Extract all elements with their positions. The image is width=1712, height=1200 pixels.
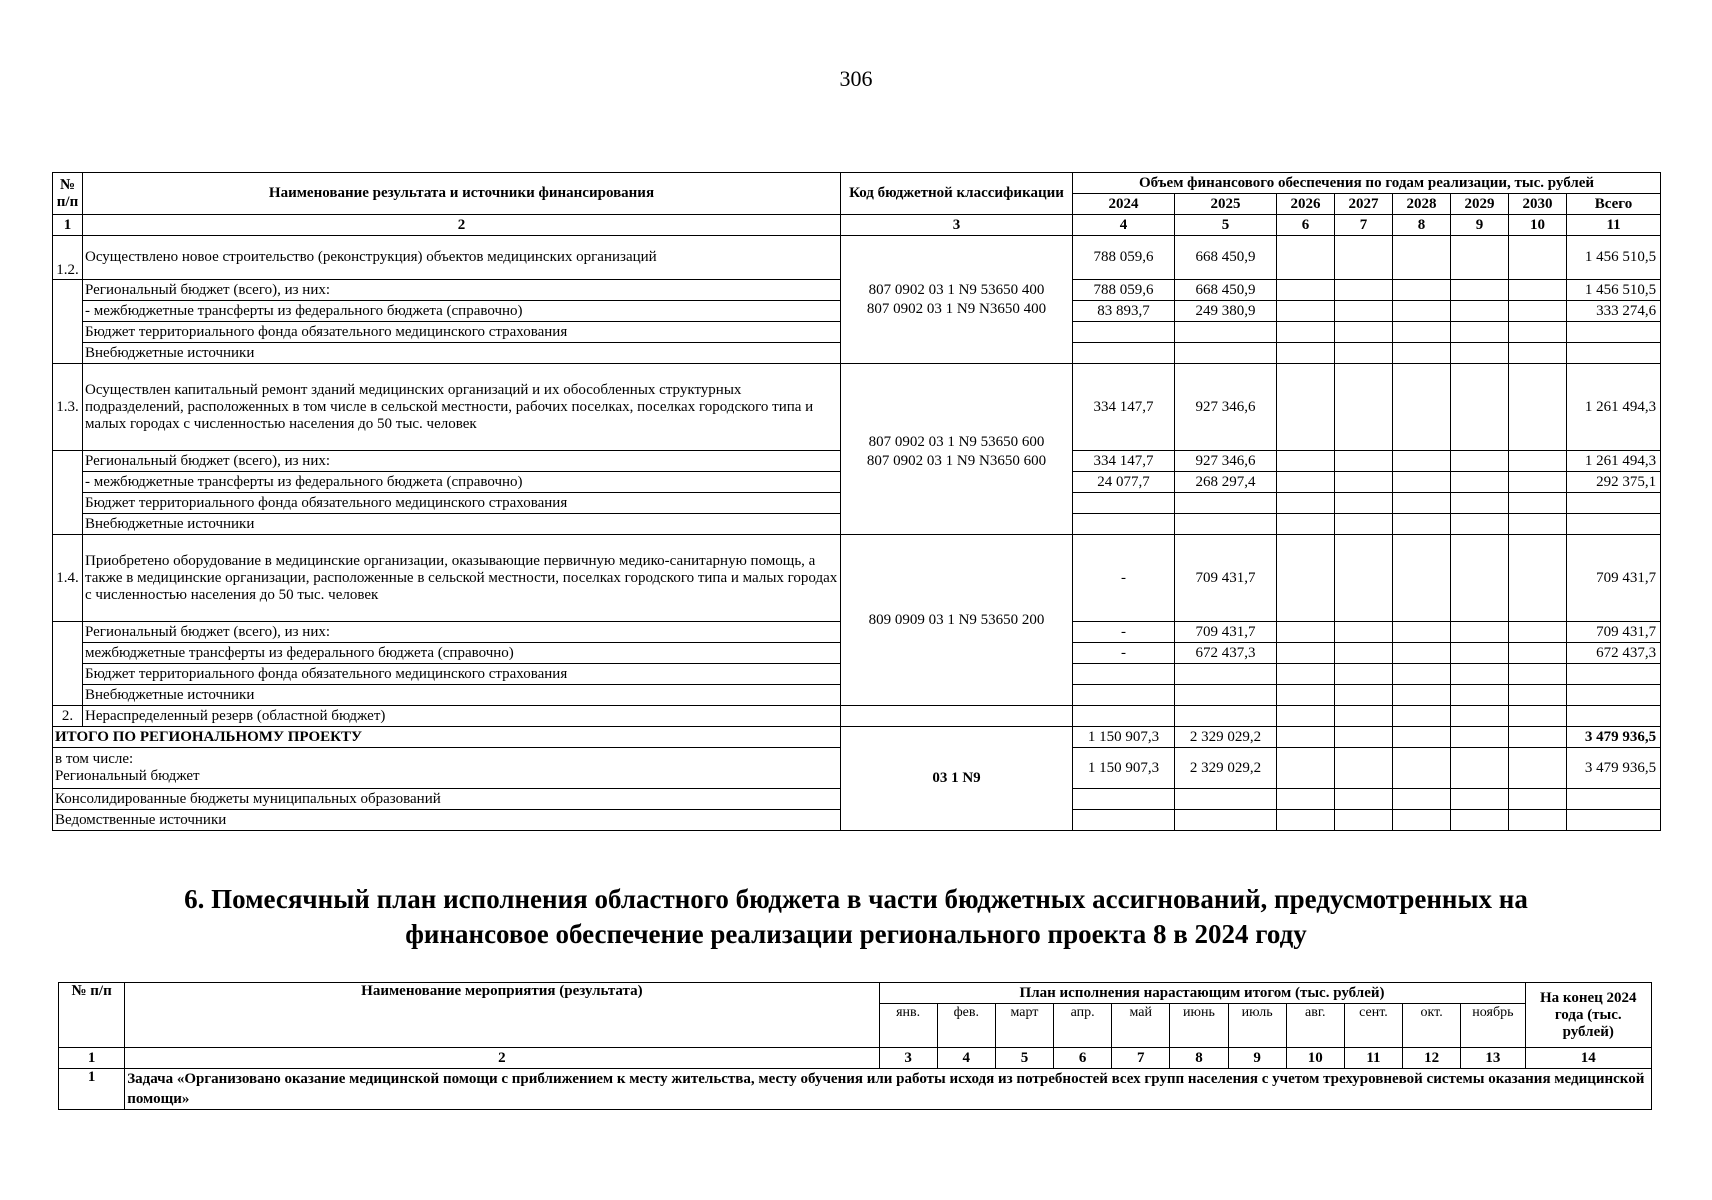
table-row	[53, 322, 1661, 343]
value-2025	[1175, 664, 1277, 685]
value-2027	[1335, 301, 1393, 322]
budget-code: 809 0909 03 1 N9 53650 200	[841, 535, 1073, 706]
value-2027	[1335, 810, 1393, 831]
month-header: ноябрь	[1461, 1004, 1525, 1048]
value-2024	[1073, 343, 1175, 364]
row-number: 1.2.	[53, 236, 83, 280]
month-header: июль	[1228, 1004, 1286, 1048]
value-2025	[1175, 789, 1277, 810]
header-name: Наименование результата и источники финансирования	[83, 173, 841, 215]
value-total: 3 479 936,5	[1567, 727, 1661, 748]
value-2026	[1277, 727, 1335, 748]
value-2026	[1277, 280, 1335, 301]
value-2029	[1451, 748, 1509, 789]
value-2025	[1175, 493, 1277, 514]
value-2030	[1509, 472, 1567, 493]
value-2027	[1335, 472, 1393, 493]
column-number: 12	[1403, 1048, 1461, 1069]
value-2024: 83 893,7	[1073, 301, 1175, 322]
value-2025: 268 297,4	[1175, 472, 1277, 493]
value-total: 292 375,1	[1567, 472, 1661, 493]
value-2028	[1393, 451, 1451, 472]
column-number: 1	[59, 1048, 125, 1069]
value-2024: 788 059,6	[1073, 280, 1175, 301]
month-header: авг.	[1286, 1004, 1344, 1048]
value-2027	[1335, 664, 1393, 685]
month-header: фев.	[937, 1004, 995, 1048]
value-2026	[1277, 535, 1335, 622]
column-number: 2	[125, 1048, 879, 1069]
value-2030	[1509, 301, 1567, 322]
source-name: Внебюджетные источники	[83, 343, 841, 364]
totals-row	[53, 727, 1661, 748]
value-2024	[1073, 514, 1175, 535]
column-number: 13	[1461, 1048, 1525, 1069]
code-cell	[841, 236, 1073, 280]
value-2026	[1277, 514, 1335, 535]
value-total: 709 431,7	[1567, 535, 1661, 622]
value-2024	[1073, 706, 1175, 727]
source-name: - межбюджетные трансферты из федерального бюджета (справочно)	[83, 301, 841, 322]
value-2024: -	[1073, 643, 1175, 664]
value-2027	[1335, 280, 1393, 301]
month-header: май	[1112, 1004, 1170, 1048]
value-2026	[1277, 789, 1335, 810]
value-2028	[1393, 748, 1451, 789]
value-2027	[1335, 748, 1393, 789]
code-cell	[841, 343, 1073, 364]
value-2029	[1451, 451, 1509, 472]
value-2028	[1393, 727, 1451, 748]
column-number: 7	[1112, 1048, 1170, 1069]
source-name: Региональный бюджет (всего), из них:	[83, 622, 841, 643]
column-number: 10	[1286, 1048, 1344, 1069]
value-2028	[1393, 685, 1451, 706]
header-year: 2024	[1073, 194, 1175, 215]
value-2029	[1451, 364, 1509, 451]
header-plan: План исполнения нарастающим итогом (тыс. рублей)	[879, 983, 1525, 1004]
value-2027	[1335, 622, 1393, 643]
code-cell	[841, 706, 1073, 727]
value-2028	[1393, 280, 1451, 301]
value-2026	[1277, 706, 1335, 727]
value-2024: 1 150 907,3	[1073, 727, 1175, 748]
column-number: 5	[1175, 215, 1277, 236]
value-2029	[1451, 664, 1509, 685]
row-number: 1.3.	[53, 364, 83, 451]
regional-budget-label	[53, 748, 841, 789]
section-heading	[0, 882, 1712, 952]
code-cell	[841, 322, 1073, 343]
value-2029	[1451, 280, 1509, 301]
value-2029	[1451, 535, 1509, 622]
value-2025: 709 431,7	[1175, 622, 1277, 643]
header-year: 2030	[1509, 194, 1567, 215]
totals-title: ИТОГО ПО РЕГИОНАЛЬНОМУ ПРОЕКТУ	[53, 727, 841, 748]
table-row	[53, 236, 1661, 280]
header-volume: Объем финансового обеспечения по годам реализации, тыс. рублей	[1073, 173, 1661, 194]
column-number: 4	[1073, 215, 1175, 236]
budget-code: 807 0902 03 1 N9 N3650 400	[841, 301, 1073, 322]
value-2028	[1393, 643, 1451, 664]
value-2026	[1277, 493, 1335, 514]
table-row	[53, 451, 1661, 472]
table-row	[53, 343, 1661, 364]
value-2025: 927 346,6	[1175, 364, 1277, 451]
value-2025	[1175, 343, 1277, 364]
value-2030	[1509, 706, 1567, 727]
code-cell	[841, 514, 1073, 535]
header-year-end: На конец 2024 года (тыс. рублей)	[1525, 983, 1651, 1048]
column-number: 1	[53, 215, 83, 236]
row-number: 2.	[53, 706, 83, 727]
value-2024: 334 147,7	[1073, 451, 1175, 472]
value-total	[1567, 493, 1661, 514]
table-row	[53, 706, 1661, 727]
regional-label: Региональный бюджет	[55, 768, 200, 784]
value-2029	[1451, 727, 1509, 748]
value-2030	[1509, 535, 1567, 622]
value-2025: 668 450,9	[1175, 236, 1277, 280]
source-name: Региональный бюджет (всего), из них:	[83, 451, 841, 472]
value-2028	[1393, 810, 1451, 831]
value-2027	[1335, 643, 1393, 664]
value-total: 1 261 494,3	[1567, 364, 1661, 451]
value-2026	[1277, 810, 1335, 831]
value-2029	[1451, 706, 1509, 727]
value-2028	[1393, 789, 1451, 810]
value-2030	[1509, 451, 1567, 472]
value-2026	[1277, 451, 1335, 472]
value-2028	[1393, 472, 1451, 493]
value-2026	[1277, 236, 1335, 280]
row-number	[53, 451, 83, 535]
value-total: 1 456 510,5	[1567, 280, 1661, 301]
table-row	[53, 364, 1661, 451]
value-2028	[1393, 301, 1451, 322]
header-row	[53, 173, 1661, 194]
column-number: 9	[1451, 215, 1509, 236]
value-total	[1567, 685, 1661, 706]
value-2025: 709 431,7	[1175, 535, 1277, 622]
row-number: 1	[59, 1069, 125, 1110]
value-total: 1 261 494,3	[1567, 451, 1661, 472]
result-name: Нераспределенный резерв (областной бюджет)	[83, 706, 841, 727]
value-total	[1567, 322, 1661, 343]
departmental-label: Ведомственные источники	[53, 810, 841, 831]
value-2028	[1393, 514, 1451, 535]
value-2026	[1277, 685, 1335, 706]
month-header: окт.	[1403, 1004, 1461, 1048]
value-2028	[1393, 236, 1451, 280]
column-number: 11	[1344, 1048, 1402, 1069]
financing-table	[52, 172, 1661, 831]
budget-code: 807 0902 03 1 N9 53650 400	[841, 280, 1073, 301]
value-2028	[1393, 535, 1451, 622]
including-label: в том числе:	[55, 751, 134, 767]
result-name: Осуществлено новое строительство (реконструкция) объектов медицинских организаций	[83, 236, 841, 280]
value-2025	[1175, 514, 1277, 535]
value-2027	[1335, 493, 1393, 514]
task-row	[59, 1069, 1652, 1110]
table-row	[53, 280, 1661, 301]
source-name: Внебюджетные источники	[83, 685, 841, 706]
value-2029	[1451, 493, 1509, 514]
value-2029	[1451, 472, 1509, 493]
column-number: 5	[995, 1048, 1053, 1069]
value-2027	[1335, 343, 1393, 364]
value-2029	[1451, 789, 1509, 810]
section-heading-line1: 6. Помесячный план исполнения областного бюджета в части бюджетных ассигнований, предусмотренных на	[184, 884, 1528, 914]
value-2024	[1073, 810, 1175, 831]
value-2029	[1451, 514, 1509, 535]
value-2030	[1509, 514, 1567, 535]
value-2030	[1509, 664, 1567, 685]
code-cell	[841, 493, 1073, 514]
value-2024	[1073, 322, 1175, 343]
page-number: 306	[839, 66, 873, 91]
value-2024: 24 077,7	[1073, 472, 1175, 493]
value-2030	[1509, 322, 1567, 343]
column-number: 7	[1335, 215, 1393, 236]
value-2027	[1335, 451, 1393, 472]
value-total: 672 437,3	[1567, 643, 1661, 664]
value-2028	[1393, 364, 1451, 451]
value-2025	[1175, 706, 1277, 727]
value-2028	[1393, 706, 1451, 727]
value-2029	[1451, 685, 1509, 706]
value-2025	[1175, 685, 1277, 706]
value-2025: 668 450,9	[1175, 280, 1277, 301]
header-year: 2025	[1175, 194, 1277, 215]
column-number: 3	[879, 1048, 937, 1069]
value-2029	[1451, 643, 1509, 664]
column-number: 6	[1277, 215, 1335, 236]
table-row	[53, 514, 1661, 535]
header-num: № п/п	[59, 983, 125, 1048]
value-2026	[1277, 364, 1335, 451]
value-total: 3 479 936,5	[1567, 748, 1661, 789]
value-2029	[1451, 343, 1509, 364]
column-number: 8	[1393, 215, 1451, 236]
value-2030	[1509, 622, 1567, 643]
budget-code: 807 0902 03 1 N9 53650 600	[841, 364, 1073, 451]
column-number: 2	[83, 215, 841, 236]
header-year: 2029	[1451, 194, 1509, 215]
value-2027	[1335, 789, 1393, 810]
value-2026	[1277, 472, 1335, 493]
value-2026	[1277, 664, 1335, 685]
value-2028	[1393, 343, 1451, 364]
source-name: Бюджет территориального фонда обязательного медицинского страхования	[83, 322, 841, 343]
month-header: июнь	[1170, 1004, 1228, 1048]
value-2027	[1335, 685, 1393, 706]
result-name: Приобретено оборудование в медицинские организации, оказывающие первичную медико-санитарную помощь, а также в медицинские организации, расположенные в сельской местности, поселках городского типа и малых городах с численностью населения до 50 тыс. человек	[83, 535, 841, 622]
value-2029	[1451, 236, 1509, 280]
value-2028	[1393, 622, 1451, 643]
row-number	[53, 280, 83, 364]
value-2027	[1335, 514, 1393, 535]
value-2024	[1073, 789, 1175, 810]
value-total: 333 274,6	[1567, 301, 1661, 322]
value-2027	[1335, 322, 1393, 343]
value-2028	[1393, 322, 1451, 343]
value-2026	[1277, 748, 1335, 789]
column-number: 8	[1170, 1048, 1228, 1069]
value-2027	[1335, 236, 1393, 280]
column-number: 9	[1228, 1048, 1286, 1069]
result-name: Осуществлен капитальный ремонт зданий медицинских организаций и их обособленных структурных подразделений, расположенных в том числе в сельской местности, рабочих поселках, поселках городского типа и малых городах с численностью населения до 50 тыс. человек	[83, 364, 841, 451]
consolidated-label: Консолидированные бюджеты муниципальных образований	[53, 789, 841, 810]
value-2030	[1509, 280, 1567, 301]
value-2024: 788 059,6	[1073, 236, 1175, 280]
value-total: 1 456 510,5	[1567, 236, 1661, 280]
column-number: 4	[937, 1048, 995, 1069]
header-total: Всего	[1567, 194, 1661, 215]
value-2030	[1509, 789, 1567, 810]
value-2029	[1451, 301, 1509, 322]
header-num: № п/п	[53, 173, 83, 215]
value-2030	[1509, 685, 1567, 706]
section-heading-line2: финансовое обеспечение реализации регионального проекта 8 в 2024 году	[405, 919, 1307, 949]
value-2025: 249 380,9	[1175, 301, 1277, 322]
value-2027	[1335, 727, 1393, 748]
value-2030	[1509, 236, 1567, 280]
header-year: 2028	[1393, 194, 1451, 215]
totals-code: 03 1 N9	[841, 727, 1073, 831]
source-name: Бюджет территориального фонда обязательного медицинского страхования	[83, 493, 841, 514]
column-number: 6	[1054, 1048, 1112, 1069]
row-number	[53, 622, 83, 706]
value-total	[1567, 514, 1661, 535]
value-2029	[1451, 622, 1509, 643]
value-2030	[1509, 364, 1567, 451]
value-2025: 2 329 029,2	[1175, 727, 1277, 748]
value-2027	[1335, 535, 1393, 622]
source-name: Бюджет территориального фонда обязательного медицинского страхования	[83, 664, 841, 685]
value-2026	[1277, 622, 1335, 643]
header-year: 2026	[1277, 194, 1335, 215]
column-number: 11	[1567, 215, 1661, 236]
value-2028	[1393, 664, 1451, 685]
task-description: Задача «Организовано оказание медицинской помощи с приближением к месту жительства, месту обучения или работы исходя из потребностей всех групп населения с учетом трехуровневой системы оказания медицинской помощи»	[125, 1069, 1652, 1110]
row-number: 1.4.	[53, 535, 83, 622]
value-2026	[1277, 643, 1335, 664]
table-row	[53, 301, 1661, 322]
column-number: 14	[1525, 1048, 1651, 1069]
value-2030	[1509, 493, 1567, 514]
header-code: Код бюджетной классификации	[841, 173, 1073, 215]
value-total	[1567, 706, 1661, 727]
value-2030	[1509, 643, 1567, 664]
value-2025	[1175, 322, 1277, 343]
budget-code: 807 0902 03 1 N9 N3650 600	[841, 451, 1073, 472]
value-2026	[1277, 343, 1335, 364]
month-header: сент.	[1344, 1004, 1402, 1048]
value-2025: 2 329 029,2	[1175, 748, 1277, 789]
source-name: Внебюджетные источники	[83, 514, 841, 535]
value-total: 709 431,7	[1567, 622, 1661, 643]
table-row	[53, 535, 1661, 622]
header-name: Наименование мероприятия (результата)	[125, 983, 879, 1048]
value-2024	[1073, 493, 1175, 514]
column-number: 3	[841, 215, 1073, 236]
source-name: - межбюджетные трансферты из федерального бюджета (справочно)	[83, 472, 841, 493]
value-total	[1567, 810, 1661, 831]
value-2027	[1335, 706, 1393, 727]
value-2027	[1335, 364, 1393, 451]
value-2028	[1393, 493, 1451, 514]
value-total	[1567, 343, 1661, 364]
monthly-plan-table	[58, 982, 1652, 1110]
value-2030	[1509, 810, 1567, 831]
value-2029	[1451, 322, 1509, 343]
value-total	[1567, 789, 1661, 810]
value-2026	[1277, 301, 1335, 322]
value-2029	[1451, 810, 1509, 831]
source-name: Региональный бюджет (всего), из них:	[83, 280, 841, 301]
value-2025: 927 346,6	[1175, 451, 1277, 472]
value-2026	[1277, 322, 1335, 343]
column-number: 10	[1509, 215, 1567, 236]
value-2024	[1073, 664, 1175, 685]
value-2024	[1073, 685, 1175, 706]
value-2024: 1 150 907,3	[1073, 748, 1175, 789]
month-header: апр.	[1054, 1004, 1112, 1048]
value-2030	[1509, 727, 1567, 748]
column-numbers-row	[59, 1048, 1652, 1069]
code-cell	[841, 472, 1073, 493]
table-row	[53, 472, 1661, 493]
header-row	[59, 983, 1652, 1004]
value-2024: -	[1073, 535, 1175, 622]
table-row	[53, 493, 1661, 514]
value-2024: 334 147,7	[1073, 364, 1175, 451]
value-2030	[1509, 748, 1567, 789]
column-numbers-row	[53, 215, 1661, 236]
month-header: март	[995, 1004, 1053, 1048]
month-header: янв.	[879, 1004, 937, 1048]
value-2025	[1175, 810, 1277, 831]
source-name: межбюджетные трансферты из федерального бюджета (справочно)	[83, 643, 841, 664]
value-2024: -	[1073, 622, 1175, 643]
value-2025: 672 437,3	[1175, 643, 1277, 664]
header-year: 2027	[1335, 194, 1393, 215]
value-2030	[1509, 343, 1567, 364]
value-total	[1567, 664, 1661, 685]
